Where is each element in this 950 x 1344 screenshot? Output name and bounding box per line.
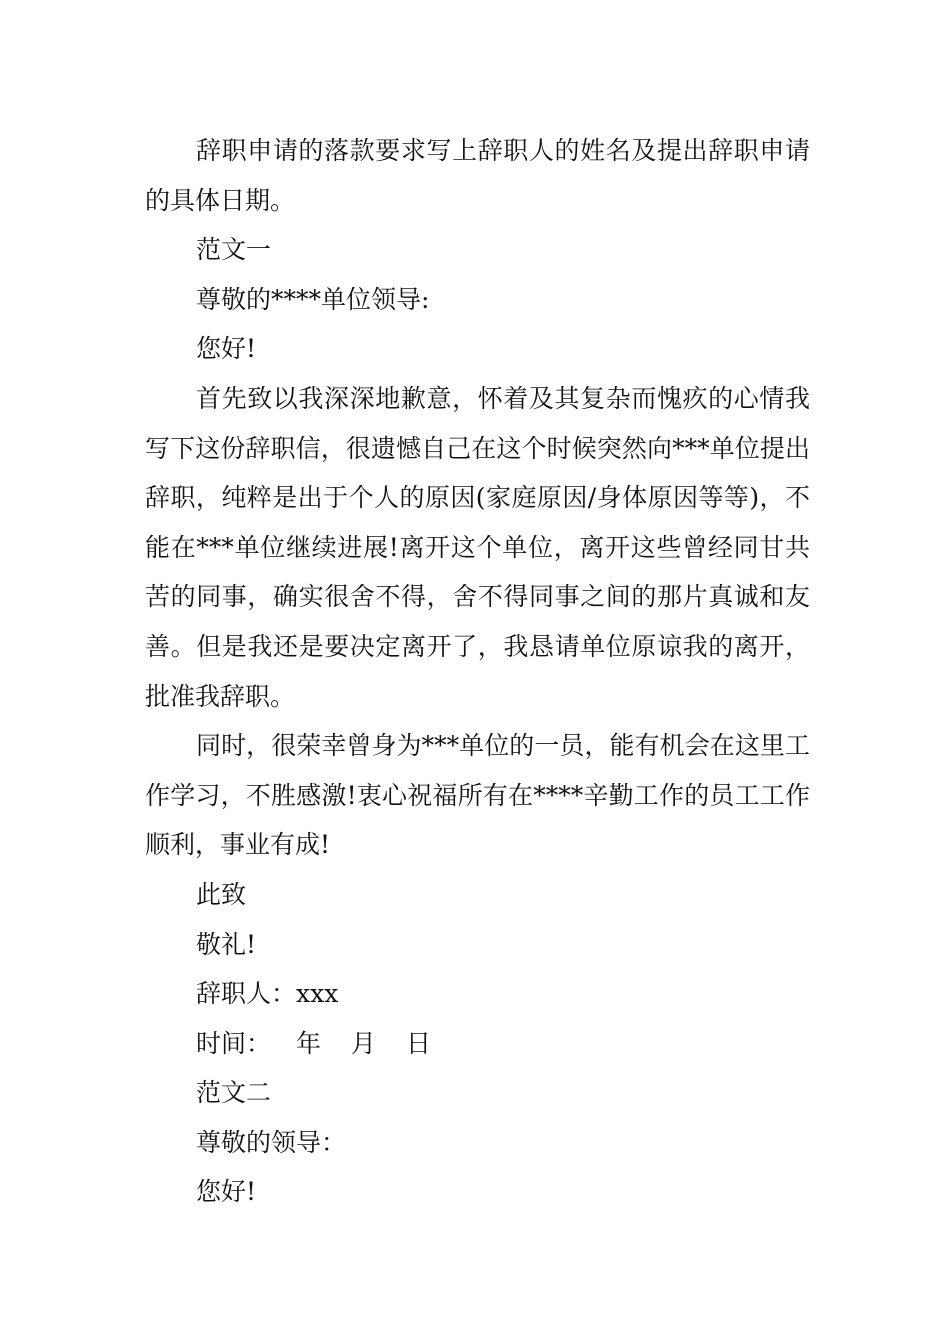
salutation-unit-leader: 尊敬的****单位领导: — [196, 284, 430, 314]
closing-jingli: 敬礼! — [196, 929, 257, 959]
date-year: 年 — [296, 1028, 322, 1058]
date-month: 月 — [351, 1028, 377, 1058]
greeting: 您好! — [196, 334, 257, 364]
date-label: 时间： — [196, 1028, 272, 1058]
signature-line: 辞职人：xxx — [196, 979, 339, 1009]
salutation-leader: 尊敬的领导： — [196, 1127, 347, 1157]
document-body — [145, 126, 810, 1217]
heading-sample-one: 范文一 — [196, 235, 272, 265]
paragraph-gratitude: 同时，很荣幸曾身为***单位的一员，能有机会在这里工作学习，不胜感激!衷心祝福所有在****辛勤工作的员工工作顺利，事业有成! — [145, 731, 810, 860]
paragraph-signature-requirement: 辞职申请的落款要求写上辞职人的姓名及提出辞职申请的具体日期。 — [145, 136, 810, 215]
heading-sample-two: 范文二 — [196, 1078, 272, 1108]
date-line — [145, 1019, 810, 1069]
date-day: 日 — [406, 1028, 432, 1058]
paragraph-apology: 首先致以我深深地歉意，怀着及其复杂而愧疚的心情我写下这份辞职信，很遗憾自己在这个时候突然向***单位提出辞职，纯粹是出于个人的原因(家庭原因/身体原因等等)，不能在***单位继续进展!离开这个单位，离开这些曾经同甘共苦的同事，确实很舍不得，舍不得同事之间的那片真诚和友善。但是我还是要决定离开了，我恳请单位原谅我的离开，批准我辞职。 — [145, 383, 810, 711]
closing-cizhi: 此致 — [196, 879, 247, 909]
greeting-two: 您好! — [196, 1177, 257, 1207]
